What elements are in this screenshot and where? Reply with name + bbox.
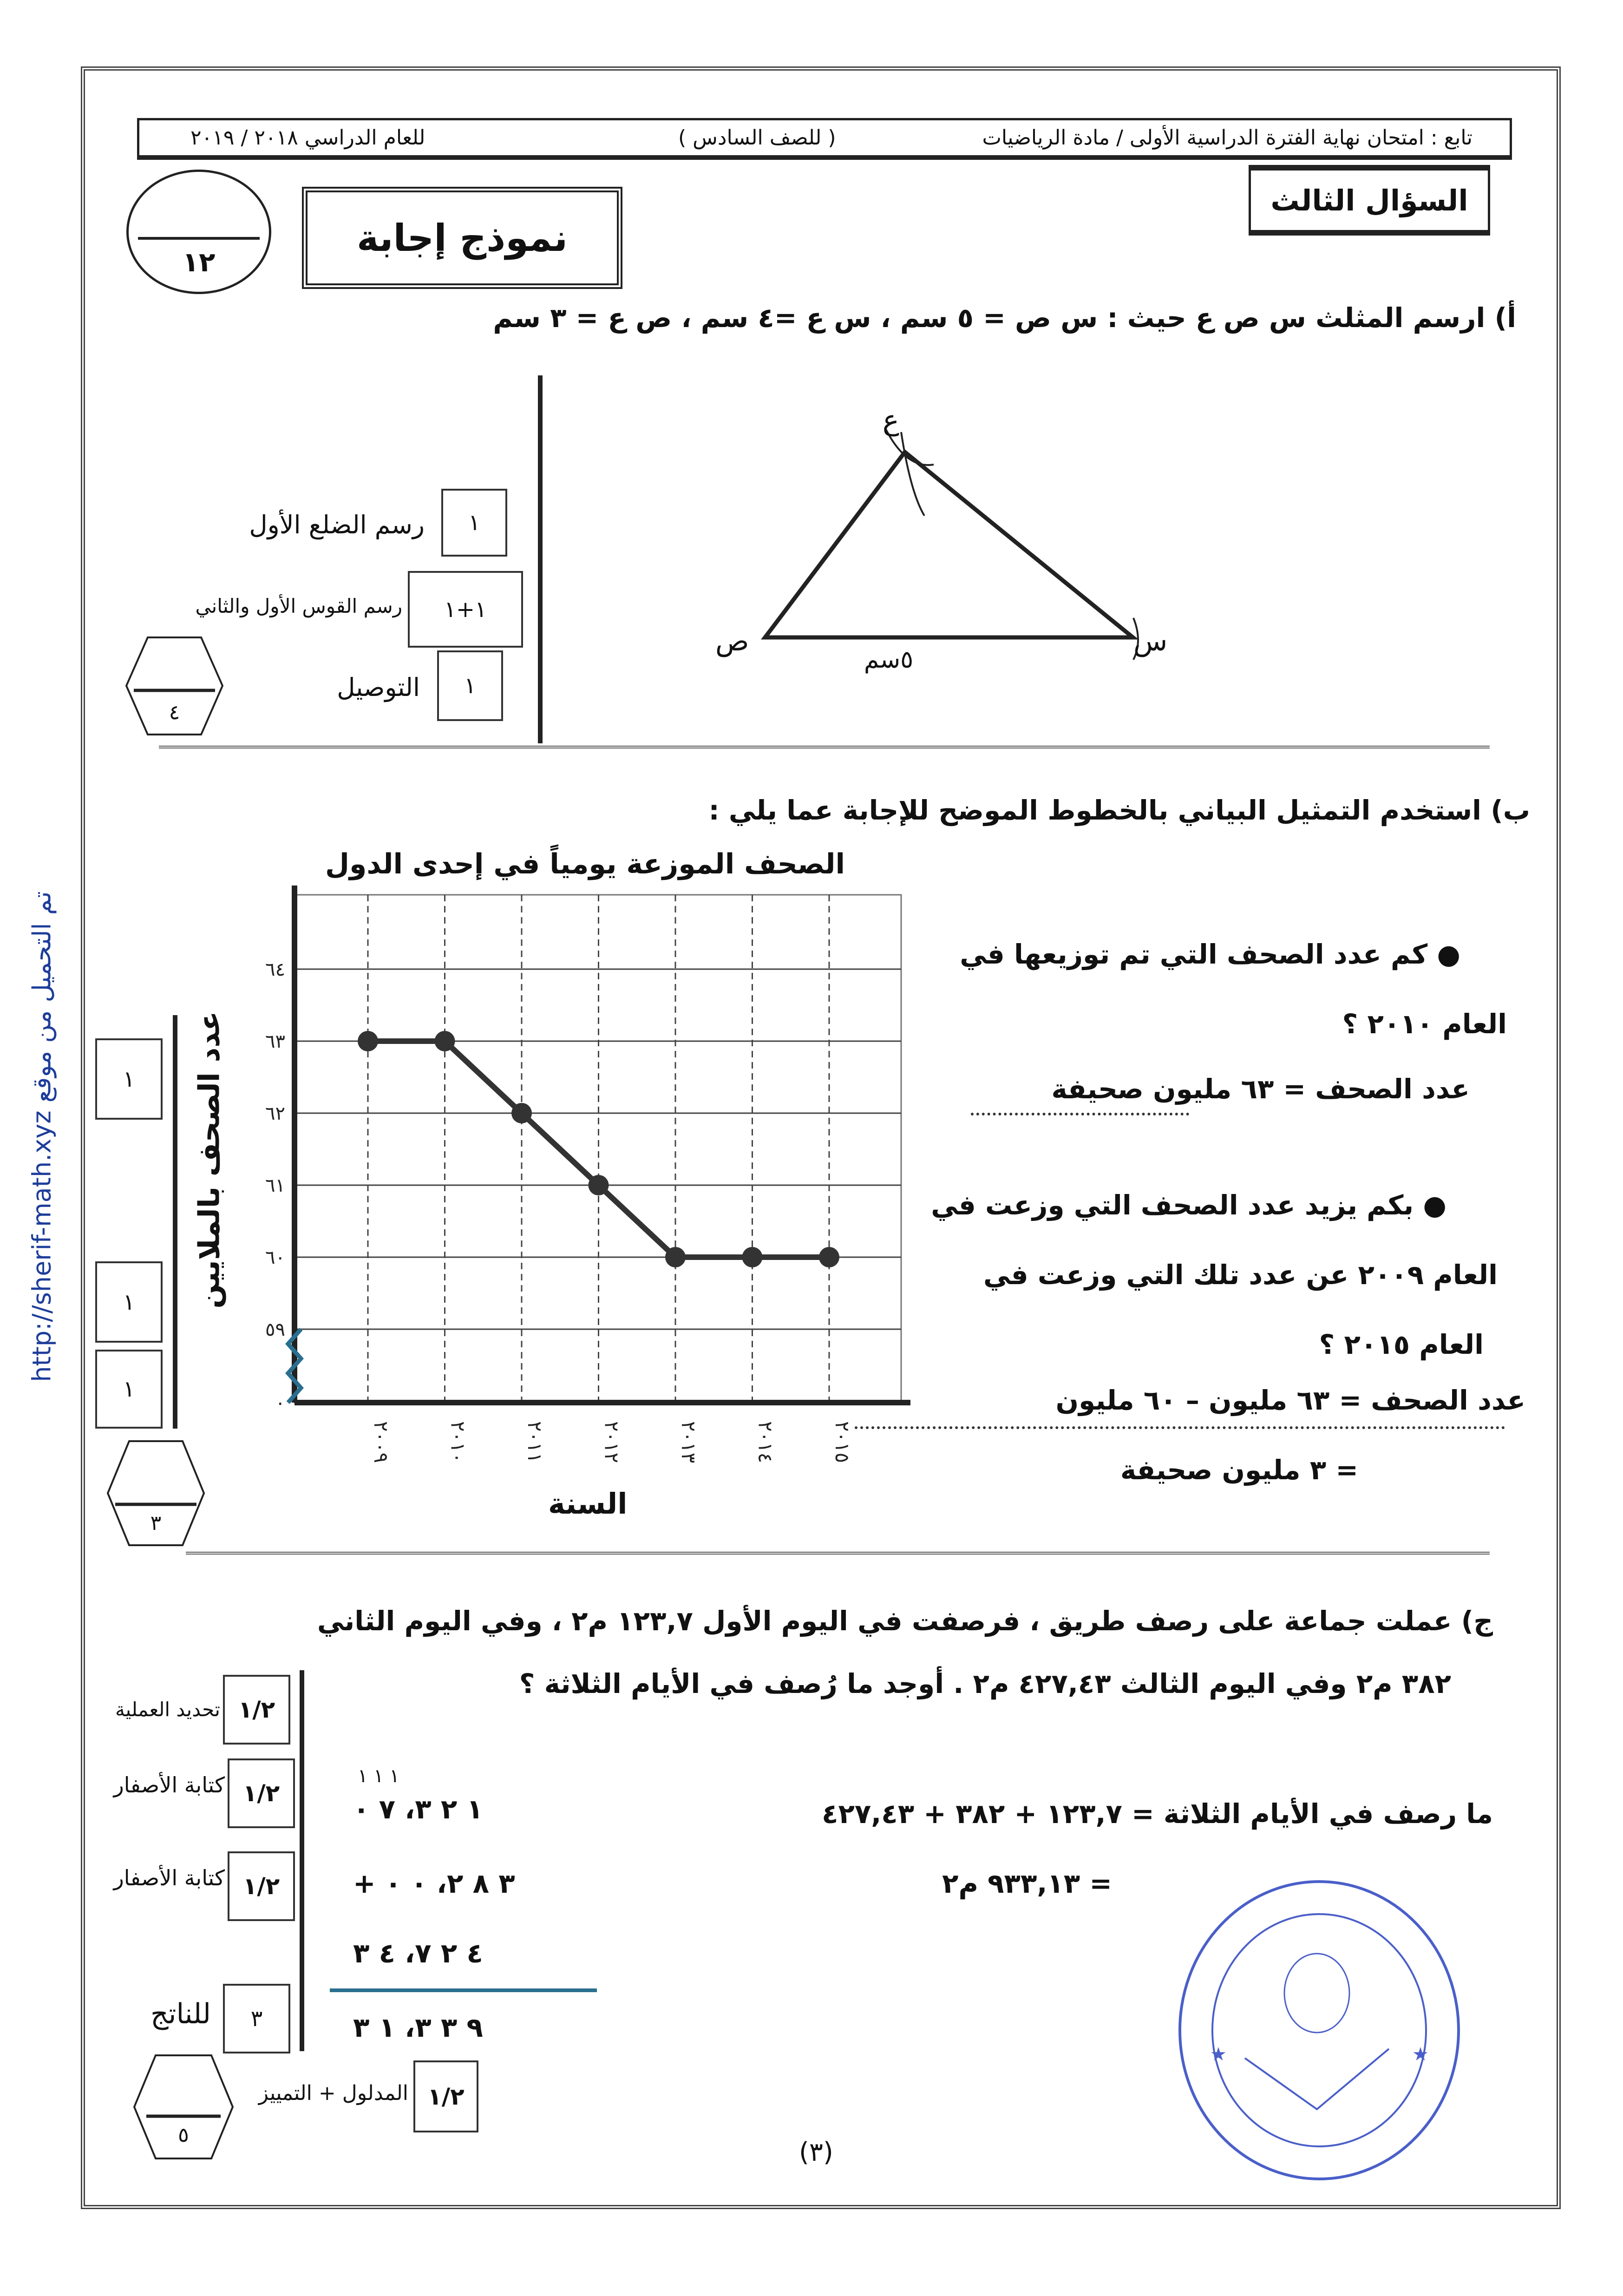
answer-1-dots — [971, 1113, 1189, 1115]
stamp-seal — [1175, 1877, 1463, 2184]
page-number: (٣) — [799, 2137, 833, 2167]
data-point — [819, 1247, 839, 1267]
y-tick-label: ٥٩ — [265, 1319, 285, 1340]
rubric-score-c2-value: ١/٢ — [242, 1780, 280, 1807]
answer-1: عدد الصحف = ٦٣ مليون صحيفة — [1051, 1073, 1470, 1105]
rubric-score-c5-value: ١/٢ — [427, 2083, 465, 2110]
data-point — [511, 1103, 532, 1123]
answer-model-label: نموذج إجابة — [356, 216, 568, 260]
rubric-score-c1 — [223, 1675, 290, 1745]
rubric-score-c1-value: ١/٢ — [238, 1696, 275, 1723]
rubric-score-a1: ١ — [441, 489, 507, 557]
y-tick-label: ٦٢ — [265, 1103, 285, 1124]
equation-2: = ٩٣٣,١٣ م٢ — [942, 1868, 1112, 1899]
triangle-drawing — [0, 0, 1623, 743]
rubric-label-c4: للناتج — [151, 1998, 211, 2030]
answer-2-dots — [855, 1426, 1505, 1429]
part-b-total-hexagon — [106, 1439, 206, 1547]
y-tick-label: ٦١ — [265, 1175, 285, 1196]
chart-xlabel: السنة — [548, 1487, 628, 1521]
chart-title: الصحف الموزعة يومياً في إحدى الدول — [325, 848, 845, 880]
bullet-q2-line3: العام ٢٠١٥ ؟ — [1319, 1329, 1484, 1360]
rubric-label-c2: كتابة الأصفار — [113, 1772, 225, 1797]
part-c-question-line2: ٣٨٢ م٢ وفي اليوم الثالث ٤٢٧,٤٣ م٢ . أوجد ما رُصف في الأيام الثلاثة ؟ — [519, 1668, 1451, 1699]
section-divider-2 — [186, 1552, 1490, 1555]
rubric-score-b3: ١ — [95, 1350, 163, 1429]
data-point — [665, 1247, 686, 1267]
official-stamp — [1175, 1877, 1463, 2184]
question-title: السؤال الثالث — [1270, 183, 1468, 217]
x-tick-label: ٢٠٠٩ — [370, 1421, 393, 1463]
x-tick-label: ٢٠١١ — [524, 1421, 546, 1463]
bullet-q2-line2: العام ٢٠٠٩ عن عدد تلك التي وزعت في — [983, 1259, 1498, 1291]
part-a-total: ٤ — [169, 701, 180, 724]
rubric-divider-b — [173, 1015, 177, 1429]
answer-2-line1: عدد الصحف = ٦٣ مليون – ٦٠ مليون — [1055, 1384, 1525, 1416]
rubric-label-a2: رسم القوس الأول والثاني — [195, 595, 402, 617]
vertex-right: س — [1133, 625, 1168, 657]
rubric-score-b1: ١ — [95, 1038, 163, 1120]
triangle — [765, 452, 1133, 637]
x-tick-label: ٢٠١٠ — [446, 1421, 470, 1463]
rubric-score-c3-value: ١/٢ — [242, 1873, 280, 1900]
y-tick-label: ٦٤ — [265, 959, 285, 980]
x-tick-label: ٢٠١٥ — [831, 1421, 854, 1463]
data-point — [358, 1031, 378, 1051]
x-tick-label: ٢٠١٢ — [600, 1421, 623, 1463]
svg-text:★: ★ — [1412, 2044, 1429, 2065]
x-tick-label: ٢٠١٤ — [754, 1421, 777, 1463]
y-tick-label: ٠ — [275, 1392, 285, 1414]
rubric-label-c3: كتابة الأصفار — [113, 1865, 225, 1890]
exam-title: تابع : امتحان نهاية الفترة الدراسية الأولى / مادة الرياضيات — [982, 126, 1472, 150]
column-row-2: + ٣ ٨ ٢، ٠ ٠ — [353, 1868, 515, 1899]
rubric-score-a3: ١ — [437, 650, 503, 721]
vertex-left: ص — [715, 625, 749, 657]
bullet-q1-line2: العام ٢٠١٠ ؟ — [1342, 1008, 1507, 1040]
school-year: للعام الدراسي ٢٠١٨ / ٢٠١٩ — [190, 126, 425, 150]
part-c-total-hexagon — [132, 2053, 235, 2160]
rubric-label-a3: التوصيل — [337, 673, 420, 702]
column-row-1: ١ ٢ ٣، ٧ ٠ — [353, 1793, 483, 1825]
rubric-score-c5 — [413, 2060, 478, 2132]
part-a-question: أ) ارسم المثلث س ص ع حيث : س ص = ٥ سم ، س ع =٤ سم ، ص ع = ٣ سم — [493, 302, 1516, 334]
rubric-label-a1: رسم الضلع الأول — [249, 510, 425, 539]
rubric-score-c4: ٣ — [223, 1984, 290, 2053]
part-b-question: ب) استخدم التمثيل البياني بالخطوط الموضح للإجابة عما يلي : — [708, 794, 1530, 826]
section-divider-1 — [159, 746, 1490, 748]
rubric-score-c2 — [228, 1758, 295, 1828]
rubric-label-c5: المدلول + التمييز — [258, 2081, 408, 2105]
q1-text: كم عدد الصحف التي تم توزيعها في — [960, 938, 1428, 970]
y-tick-label: ٦٠ — [265, 1247, 285, 1268]
column-row-result: ٩ ٣ ٣، ١ ٣ — [353, 2012, 483, 2043]
column-row-3: ٤ ٢ ٧، ٤ ٣ — [353, 1937, 483, 1969]
answer-2-line2: = ٣ مليون صحيفة — [1120, 1454, 1358, 1486]
part-c-question-line1: ج) عملت جماعة على رصف طريق ، فرصفت في اليوم الأول ١٢٣,٧ م٢ ، وفي اليوم الثاني — [317, 1605, 1493, 1637]
chart-ylabel: عدد الصحف بالملايين — [192, 1011, 226, 1309]
equation-1: ما رصف في الأيام الثلاثة = ١٢٣,٧ + ٣٨٢ + ٤٢٧,٤٣ — [822, 1798, 1493, 1830]
rubric-label-c1: تحديد العملية — [115, 1698, 220, 1721]
rubric-score-c3 — [228, 1851, 295, 1921]
data-point — [435, 1031, 455, 1051]
svg-text:★: ★ — [1210, 2044, 1227, 2065]
data-point — [742, 1247, 763, 1267]
bullet-q1-line1: ● كم عدد الصحف التي تم توزيعها في — [960, 938, 1460, 970]
side-length-label: ٥سم — [864, 646, 914, 674]
y-tick-label: ٦٣ — [265, 1031, 285, 1052]
x-tick-label: ٢٠١٣ — [677, 1421, 700, 1463]
plot-area — [294, 895, 901, 1403]
q2-text: بكم يزيد عدد الصحف التي وزعت في — [931, 1189, 1414, 1221]
watermark[interactable]: http://sherif-math.xyz تم التحميل من موقع — [27, 891, 57, 1382]
rubric-divider-c — [300, 1670, 304, 2051]
sum-line — [330, 1988, 597, 1992]
part-b-total: ٣ — [150, 1511, 162, 1535]
carries: ١ ١ ١ — [358, 1765, 399, 1787]
rubric-score-b2: ١ — [95, 1261, 163, 1343]
data-point — [589, 1175, 609, 1195]
total-score: ١٢ — [182, 246, 216, 278]
rubric-score-a2: ١+١ — [408, 571, 523, 648]
bullet-q2-line1: ● بكم يزيد عدد الصحف التي وزعت في — [931, 1189, 1446, 1221]
vertex-top: ع — [883, 404, 899, 437]
grade-label: ( للصف السادس ) — [678, 126, 836, 150]
arc-2 — [901, 432, 924, 516]
part-c-total: ٥ — [178, 2123, 189, 2147]
